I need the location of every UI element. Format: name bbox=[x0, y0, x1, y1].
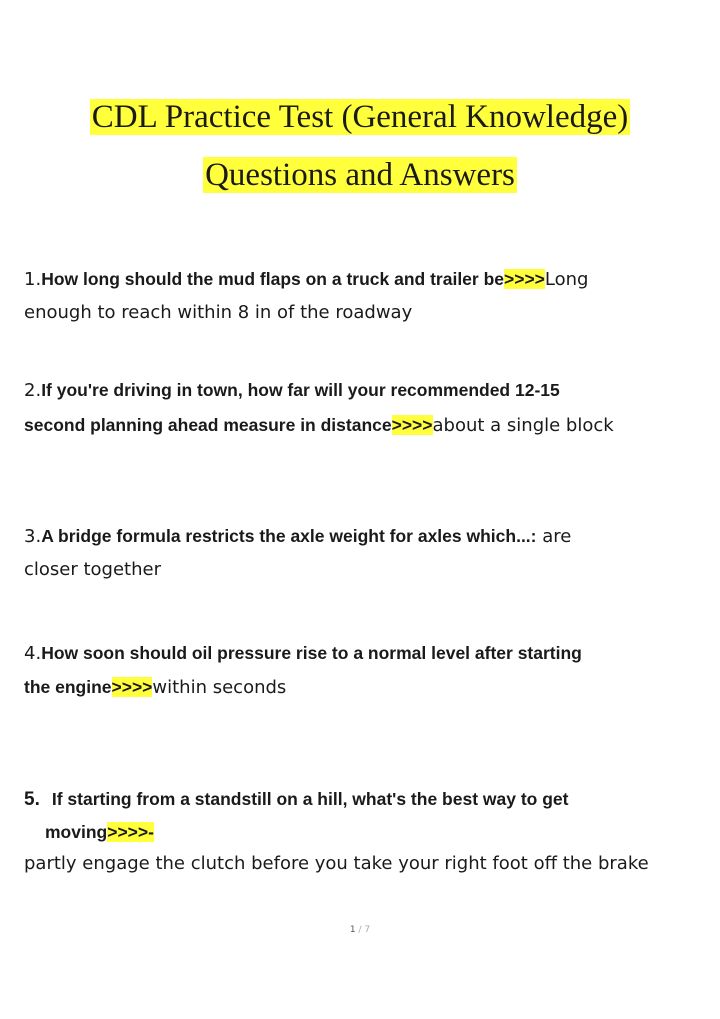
question-4-separator: >>>> bbox=[111, 677, 153, 697]
question-3-line-2 bbox=[24, 557, 161, 583]
question-5-answer: partly engage the clutch before you take your right foot off the brake bbox=[24, 853, 649, 874]
question-4-number: 4. bbox=[24, 643, 42, 664]
document-title-line-1 bbox=[0, 97, 720, 137]
question-4-line-2 bbox=[24, 674, 286, 701]
question-1-separator: >>>> bbox=[504, 269, 545, 289]
question-3-number: 3. bbox=[24, 526, 42, 547]
question-5-separator: >>>>- bbox=[107, 822, 154, 842]
question-1-number: 1. bbox=[24, 269, 42, 290]
question-3-line-1 bbox=[24, 523, 571, 550]
question-3-colon: : bbox=[530, 526, 537, 546]
question-4-text-start: How soon should oil pressure rise to a normal level after starting bbox=[41, 643, 582, 663]
question-2-answer: about a single block bbox=[432, 415, 614, 436]
question-3-answer-rest: closer together bbox=[24, 559, 161, 580]
question-5-number: 5. bbox=[24, 789, 40, 810]
question-1-line-2 bbox=[24, 300, 412, 326]
question-4-text-rest: the engine bbox=[24, 677, 112, 697]
page-total: / 7 bbox=[355, 925, 371, 935]
question-2-line-1 bbox=[24, 377, 560, 404]
question-5-text-start: If starting from a standstill on a hill, what's the best way to get bbox=[51, 789, 569, 809]
question-1-text: How long should the mud flaps on a truck and trailer be bbox=[41, 269, 505, 289]
question-2-number: 2. bbox=[24, 380, 42, 401]
question-5-line-2 bbox=[45, 819, 154, 846]
question-1-answer-start: Long bbox=[544, 269, 589, 290]
question-2-text-rest: second planning ahead measure in distance bbox=[24, 415, 392, 435]
question-5-line-3 bbox=[24, 851, 649, 877]
page-number bbox=[0, 925, 720, 935]
question-1-line-1 bbox=[24, 266, 588, 293]
question-3-answer-start: are bbox=[536, 526, 572, 547]
question-2-line-2 bbox=[24, 412, 614, 439]
question-2-separator: >>>> bbox=[391, 415, 433, 435]
question-5-text-rest: moving bbox=[45, 822, 108, 842]
question-5-line-1 bbox=[24, 786, 568, 813]
title-text-1: CDL Practice Test (General Knowledge) bbox=[91, 99, 629, 135]
question-3-text: A bridge formula restricts the axle weight for axles which... bbox=[41, 526, 531, 546]
question-4-answer: within seconds bbox=[152, 677, 287, 698]
question-4-line-1 bbox=[24, 640, 582, 667]
question-2-text-start: If you're driving in town, how far will your recommended 12-15 bbox=[41, 380, 560, 400]
document-title-line-2 bbox=[0, 155, 720, 195]
title-text-2: Questions and Answers bbox=[205, 157, 515, 193]
page-current: 1 bbox=[349, 925, 356, 935]
question-1-answer-rest: enough to reach within 8 in of the roadway bbox=[24, 302, 413, 323]
